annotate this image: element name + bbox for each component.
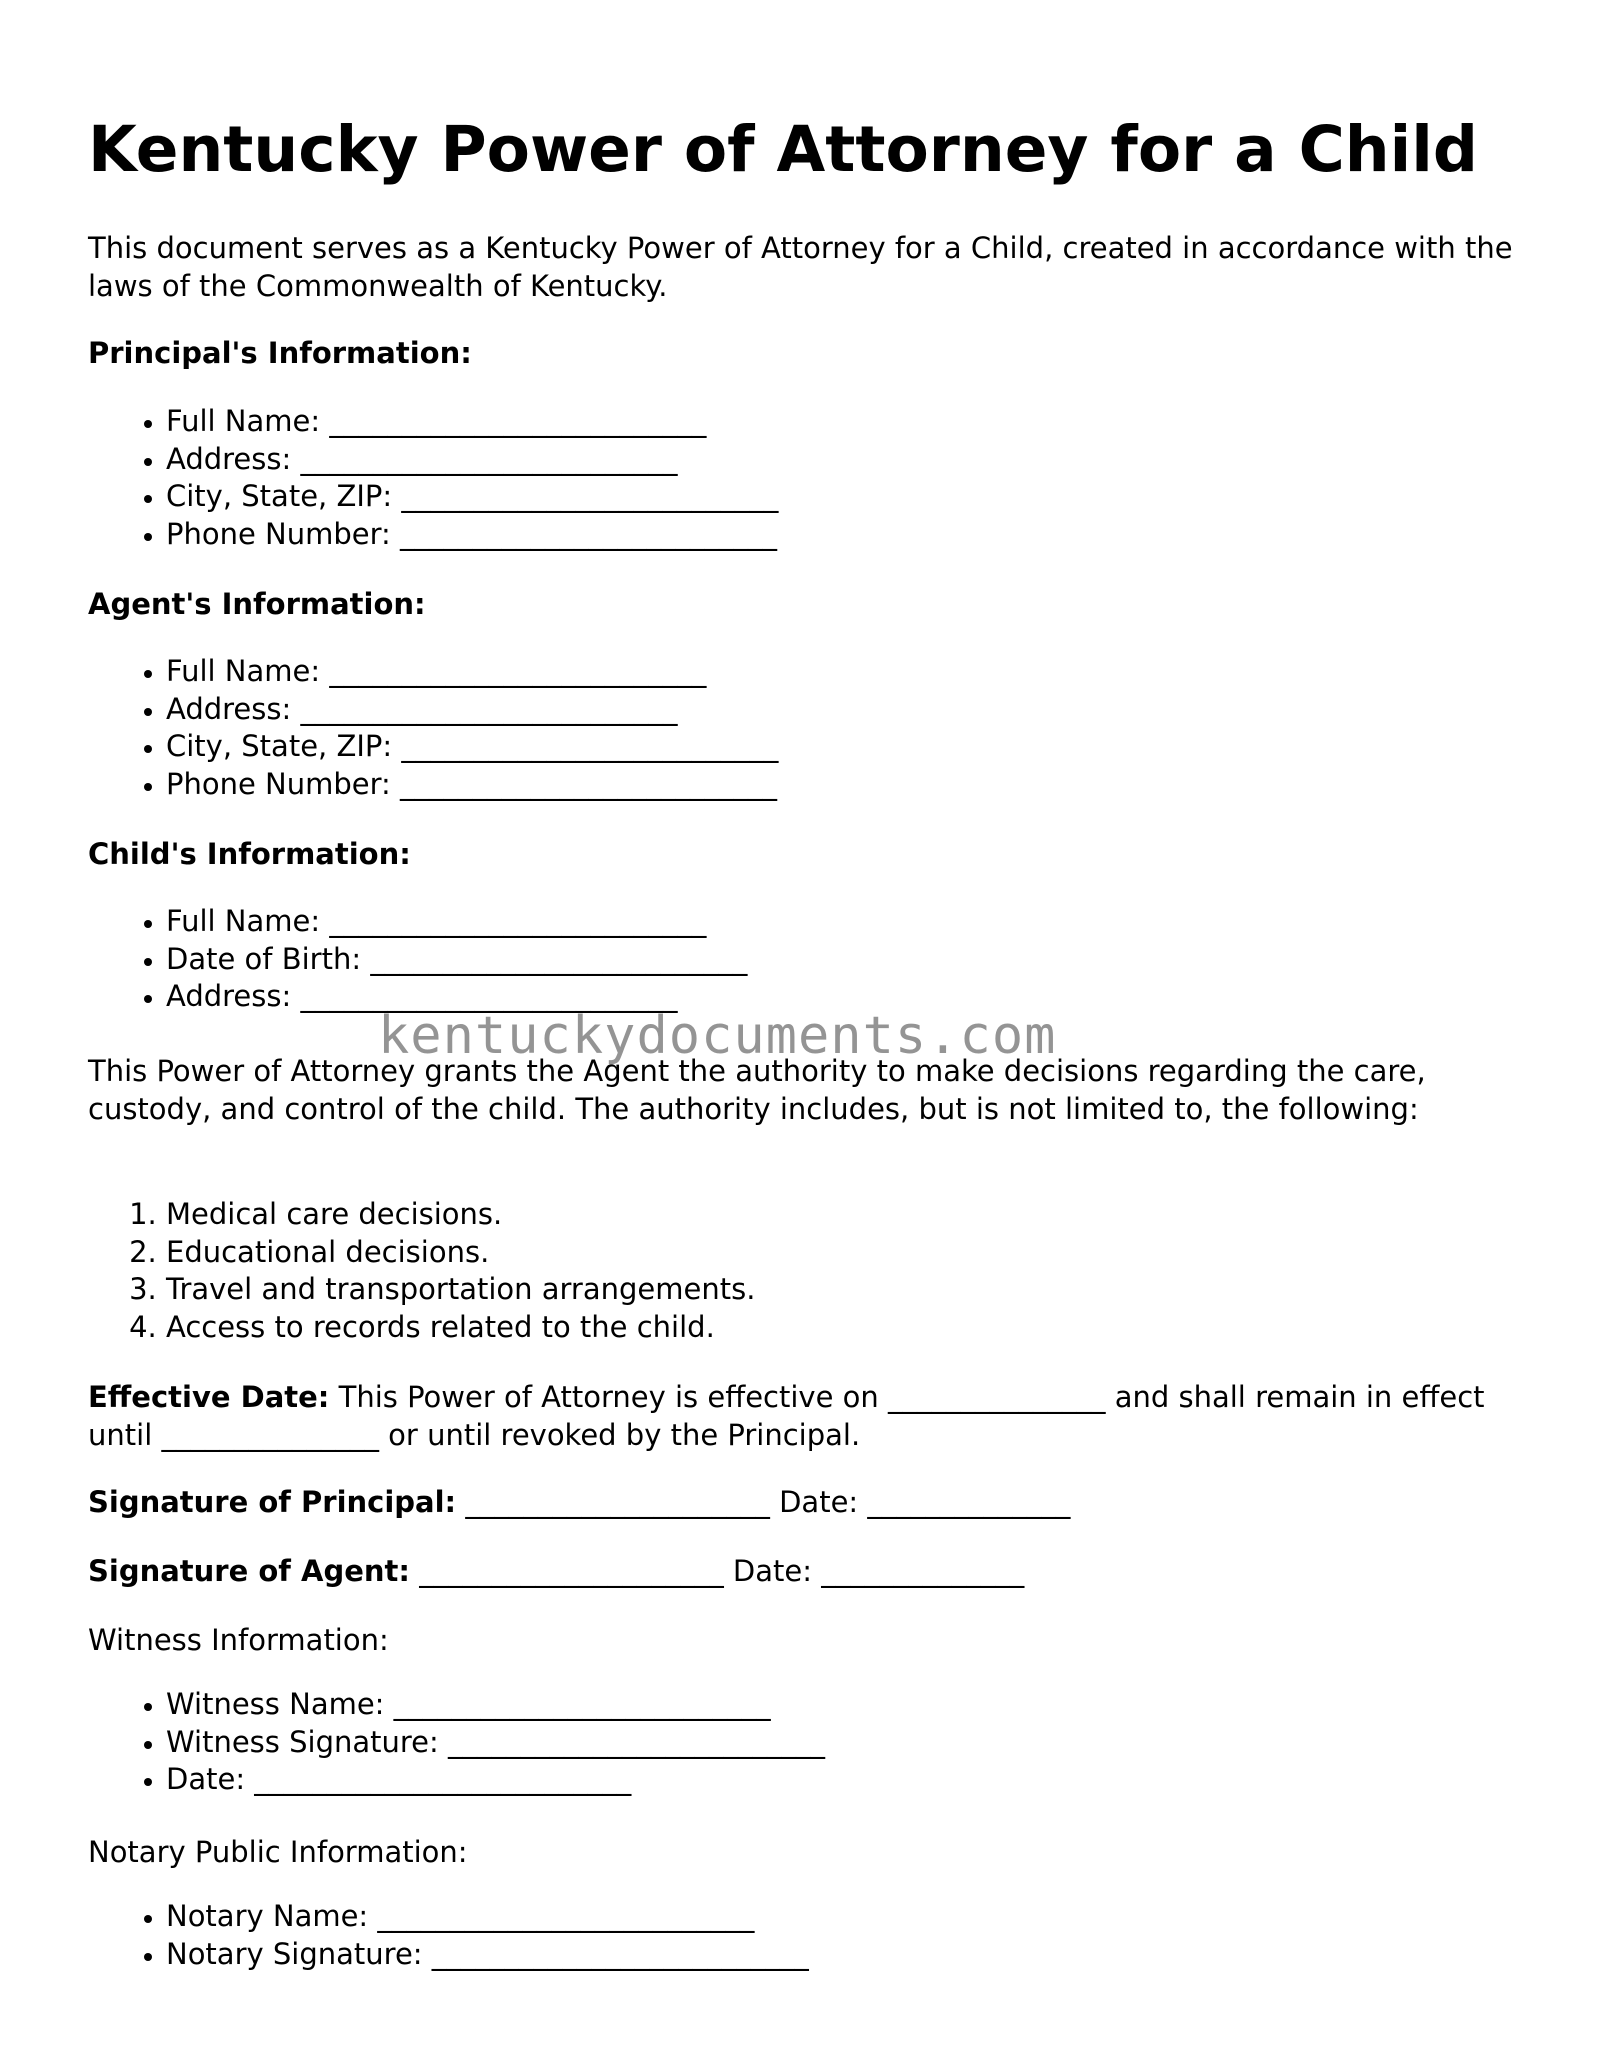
principal-full-name: • Full Name: __________________________ (166, 403, 778, 441)
notary-heading: Notary Public Information: (88, 1835, 468, 1869)
witness-list (88, 1686, 825, 1799)
intro-paragraph: This document serves as a Kentucky Power of Attorney for a Child, created in accordance with the laws of the Commonwealth of Kentucky. (88, 231, 1513, 303)
signature-agent-label: Signature of Agent: (88, 1554, 410, 1588)
agent-full-name: • Full Name: __________________________ (166, 653, 778, 691)
watermark-text: kentuckydocuments.com (378, 1006, 1057, 1066)
witness-signature: • Witness Signature: __________________________ (166, 1724, 825, 1762)
principal-city-state-zip: • City, State, ZIP: __________________________ (166, 478, 778, 516)
agent-phone: • Phone Number: __________________________ (166, 766, 778, 804)
principal-address: • Address: __________________________ (166, 441, 778, 479)
signature-principal-label: Signature of Principal: (88, 1485, 457, 1519)
signature-agent-line (88, 1553, 1528, 1591)
principal-list (88, 403, 778, 553)
child-full-name: • Full Name: __________________________ (166, 903, 747, 941)
authority-item-records: 4. Access to records related to the child. (166, 1309, 755, 1347)
authority-item-medical: 1. Medical care decisions. (166, 1196, 755, 1234)
agent-city-state-zip: • City, State, ZIP: __________________________ (166, 728, 778, 766)
child-list (88, 903, 747, 1016)
authority-item-travel: 3. Travel and transportation arrangements. (166, 1271, 755, 1309)
child-address: • Address: __________________________ (166, 978, 747, 1016)
witness-name: • Witness Name: __________________________ (166, 1686, 825, 1724)
authority-paragraph: This Power of Attorney grants the Agent the authority to make decisions regarding the care, custody, and control of the child. The authority includes, but is not limited to, the following: (88, 1054, 1426, 1126)
child-heading: Child's Information: (88, 837, 411, 871)
signature-principal-line (88, 1484, 1528, 1522)
notary-name: • Notary Name: __________________________ (166, 1898, 809, 1936)
agent-list (88, 653, 778, 803)
child-date-of-birth: • Date of Birth: __________________________ (166, 941, 747, 979)
principal-heading: Principal's Information: (88, 336, 472, 370)
document-title: Kentucky Power of Attorney for a Child (88, 113, 1478, 186)
effective-date-label: Effective Date: (88, 1380, 330, 1414)
notary-signature: • Notary Signature: __________________________ (166, 1936, 809, 1974)
principal-phone: • Phone Number: __________________________ (166, 516, 778, 554)
witness-date: • Date: __________________________ (166, 1761, 825, 1799)
agent-address: • Address: __________________________ (166, 691, 778, 729)
agent-heading: Agent's Information: (88, 587, 426, 621)
signature-agent-fields: _____________________ Date: ______________ (410, 1554, 1025, 1588)
witness-heading: Witness Information: (88, 1623, 389, 1657)
effective-date-paragraph (88, 1379, 1528, 1454)
notary-list (88, 1898, 809, 1973)
authority-list (88, 1196, 755, 1346)
authority-item-educational: 2. Educational decisions. (166, 1234, 755, 1272)
effective-date-text: This Power of Attorney is effective on _______________ and shall remain in effect until _______________ or until revoked by the Principal. (88, 1380, 1485, 1452)
signature-principal-fields: _____________________ Date: ______________ (456, 1485, 1071, 1519)
